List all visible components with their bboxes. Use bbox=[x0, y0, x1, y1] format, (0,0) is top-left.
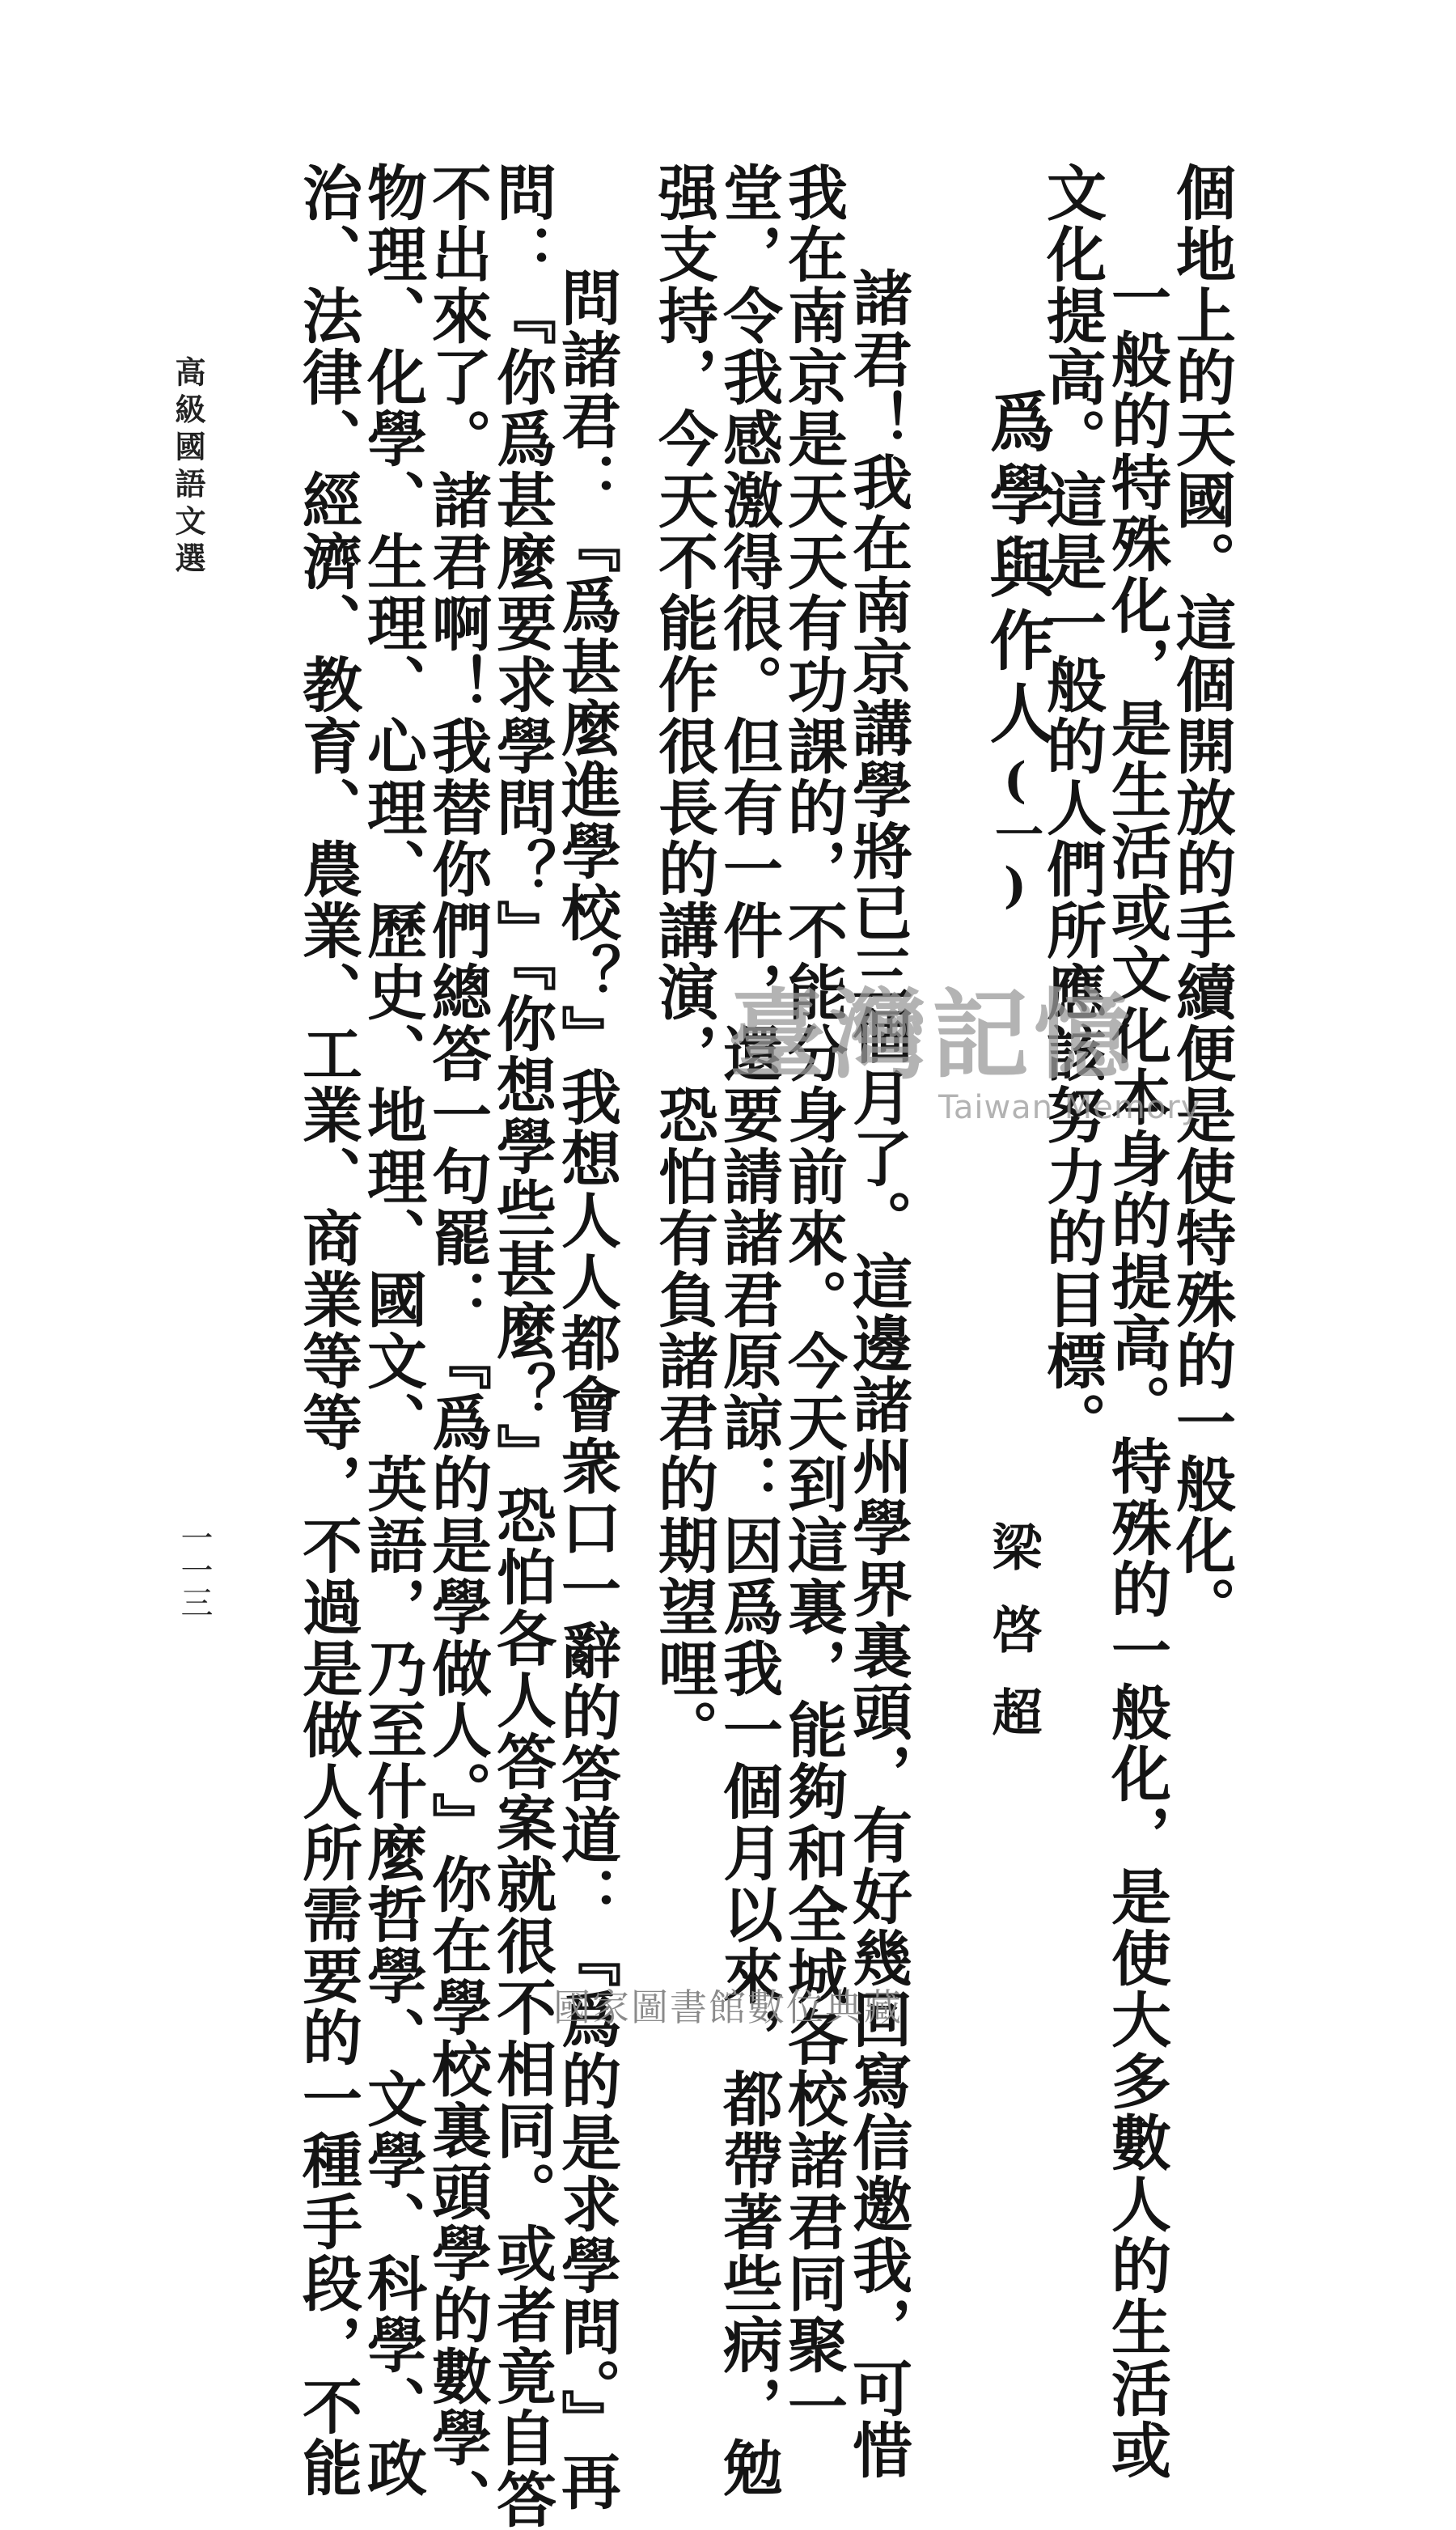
body-text-line: 物理、化學、生理、心理、歷史、地理、國文、英語，乃至什麼哲學、文學、科學、政 bbox=[358, 162, 427, 2498]
book-running-title: 高級國語文選 bbox=[170, 356, 206, 579]
watermark bbox=[728, 978, 1201, 1126]
prior-text-line: 文化提高。這是一般的人們所應該努力的目標。 bbox=[1037, 162, 1107, 1453]
article-author: 梁啓超 bbox=[984, 1521, 1043, 1769]
body-text-line: 堂，令我感激得很。但有一件，還要請諸君原諒：因爲我一個月以來，都帶著些病，勉 bbox=[713, 162, 783, 2498]
prior-text-line: 一般的特殊化，是生活或文化本身的提高。特殊的一般化，是使大多數人的生活或 bbox=[1102, 267, 1171, 2481]
footer-credit: 國家圖書館數位典藏 bbox=[553, 1985, 903, 2029]
body-text-line: 治、法律、經濟、教育、農業、工業、商業等等，不過是做人所需要的一種手段，不能 bbox=[293, 162, 362, 2498]
body-text-line: 不出來了。諸君啊！我替你們總答一句罷：『爲的是學做人。』你在學校裏頭學的數學、 bbox=[422, 162, 492, 2530]
body-text-line: 問諸君：『爲甚麼進學校？』我想人人都會衆口一辭的答道：『爲的是求學問。』再 bbox=[552, 267, 621, 2512]
watermark-logo-text: 臺灣記憶 bbox=[728, 978, 1136, 1092]
body-text-line: 我在南京是天天有功課的，不能分身前來。今天到這裏，能夠和全城各校諸君同聚一 bbox=[778, 162, 848, 2437]
watermark-english: Taiwan Memory bbox=[938, 1089, 1201, 1126]
prior-text-line: 個地上的天國。這個開放的手續便是使特殊的一般化。 bbox=[1166, 162, 1236, 1638]
article-number: (一) bbox=[987, 752, 1043, 914]
body-text-line: 諸君！我在南京講學將已三個月了。這邊諸州學界裏頭，有好幾回寫信邀我，可惜 bbox=[843, 267, 912, 2481]
body-text-line: 問：『你爲甚麼要求學問？』『你想學些甚麼？』恐怕各人答案就很不相同。或者竟自答 bbox=[487, 162, 557, 2530]
article-title: 爲學與作人 bbox=[979, 388, 1055, 752]
body-text-line: 强支持，今天不能作很長的講演，恐怕有負諸君的期望哩。 bbox=[649, 162, 718, 1761]
page-number: 一一三 bbox=[176, 1521, 213, 1618]
